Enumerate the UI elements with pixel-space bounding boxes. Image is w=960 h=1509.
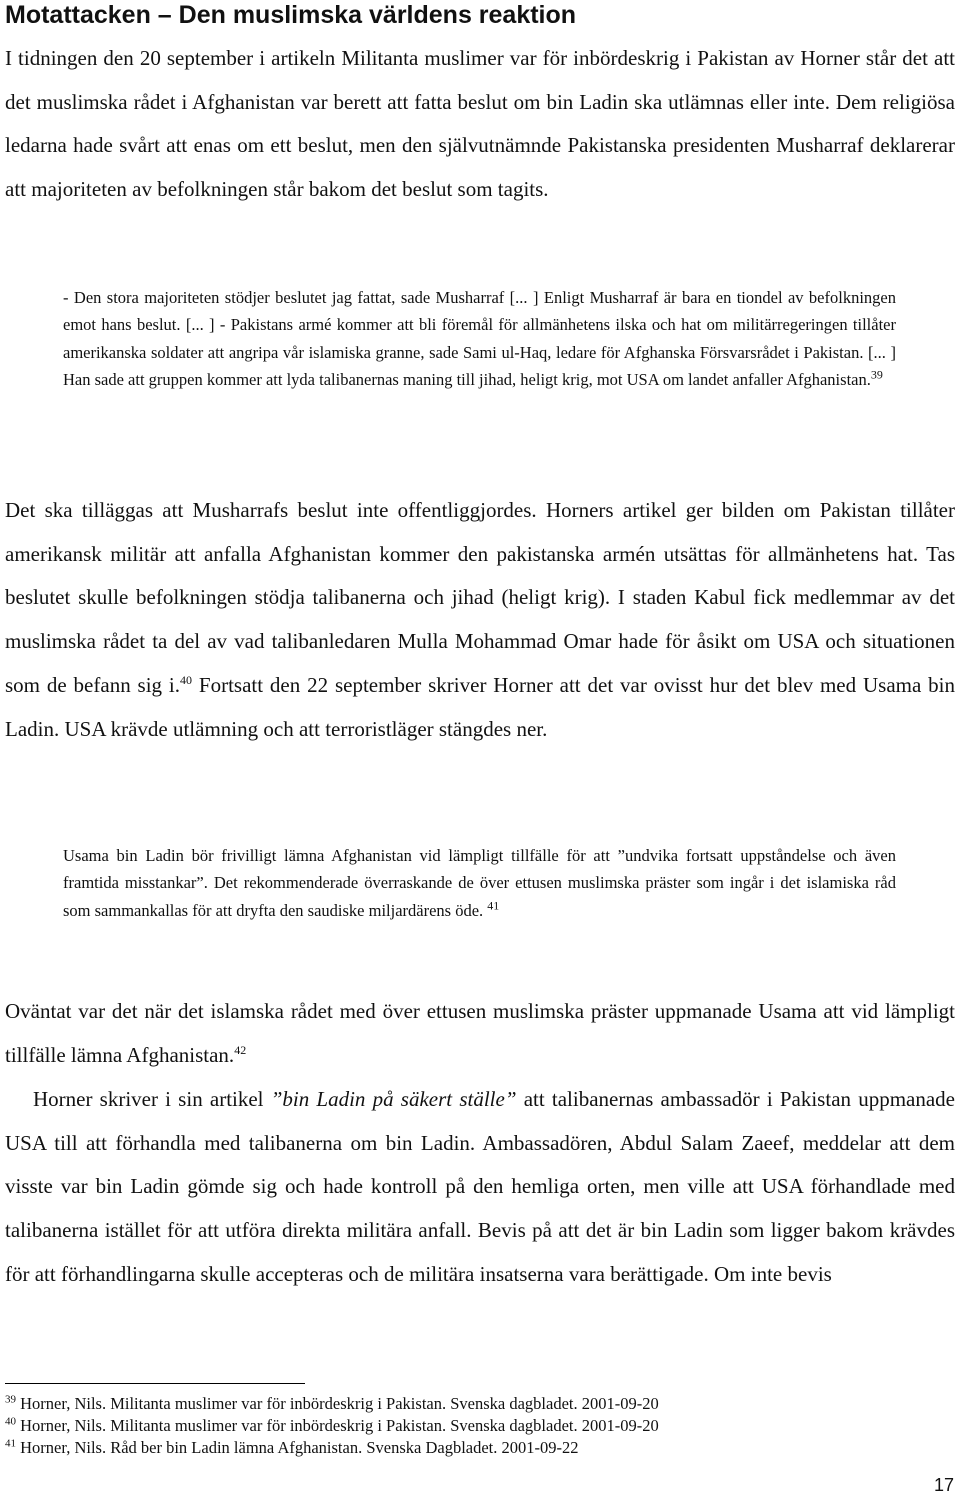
body-paragraph-4 <box>5 1078 955 1297</box>
paragraph-text-continued: Fortsatt den 22 september skriver Horner att det var ovisst hur det blev med Usama bin Ladin. USA krävde utlämning och att terroristläger stängdes ner. <box>5 672 956 741</box>
body-paragraph-3 <box>5 990 955 1077</box>
quote-text: - Den stora majoriteten stödjer beslutet jag fattat, sade Musharraf [... ] Enligt Musharraf är bara en tiondel av befolkningen emot hans beslut. [... ] - Pakistans armé kommer att bli föremål för allmänhetens ilska och hat om militärregeringen tillåter amerikanska soldater att angripa vår islamiska granne, sade Sami ul-Haq, ledare för Afghanska Försvarsrådet i Pakistan. [... ] Han sade att gruppen kommer att lyda talibanernas maning till jihad, heligt krig, mot USA om landet anfaller Afghanistan. <box>63 288 896 389</box>
footnote-number: 40 <box>5 1415 16 1428</box>
paragraph-text: Oväntat var det när det islamska rådet med över ettusen muslimska präster uppmanade Usama att vid lämpligt tillfälle lämna Afghanistan. <box>5 999 955 1067</box>
footnote-item <box>5 1437 945 1459</box>
footnote-ref[interactable]: 39 <box>870 367 883 382</box>
footnote-item <box>5 1415 945 1437</box>
footnote-divider <box>5 1383 305 1384</box>
footnote-item <box>5 1393 945 1415</box>
paragraph-text: Horner skriver i sin artikel <box>33 1087 264 1111</box>
footnote-number: 41 <box>5 1437 16 1450</box>
section-heading: Motattacken – Den muslimska världens reaktion <box>5 1 577 29</box>
footnotes <box>5 1393 945 1459</box>
body-paragraph-2 <box>5 489 955 751</box>
page-number: 17 <box>933 1475 954 1495</box>
footnote-text: Horner, Nils. Råd ber bin Ladin lämna Afghanistan. Svenska Dagbladet. 2001-09-22 <box>20 1438 579 1457</box>
block-quote-2 <box>63 842 896 924</box>
body-paragraph-1 <box>5 37 955 212</box>
footnote-ref[interactable]: 40 <box>180 672 193 687</box>
footnote-ref[interactable]: 41 <box>487 898 500 913</box>
paragraph-text: Det ska tilläggas att Musharrafs beslut inte offentliggjordes. Horners artikel ger bilden om Pakistan tillåter amerikansk militär att anfalla Afghanistan kommer den pakistanska armén utsättas för allmänhetens hat. Tas beslutet skulle befolkningen stödja talibanerna och jihad (heligt krig). I staden Kabul fick medlemmar av det muslimska rådet ta del av vad talibanledaren Mulla Mohammad Omar hade för åsikt om USA och situationen som de befann sig i. <box>5 498 955 697</box>
footnote-text: Horner, Nils. Militanta muslimer var för inbördeskrig i Pakistan. Svenska dagbladet. 2001-09-20 <box>20 1394 659 1413</box>
paragraph-text: I tidningen den 20 september i artikeln Militanta muslimer var för inbördeskrig i Pakistan av Horner står det att det muslimska rådet i Afghanistan var berett att fatta beslut om bin Ladin ska utlämnas eller inte. Dem religiösa ledarna hade svårt att enas om ett beslut, men den självutnämnde Pakistanska presidenten Musharraf deklarerar att majoriteten av befolkningen står bakom det beslut som tagits. <box>5 46 955 202</box>
footnote-text: Horner, Nils. Militanta muslimer var för inbördeskrig i Pakistan. Svenska dagbladet. 2001-09-20 <box>20 1416 659 1435</box>
footnote-ref[interactable]: 42 <box>234 1042 247 1057</box>
footnote-number: 39 <box>5 1393 16 1406</box>
block-quote-1 <box>63 284 896 393</box>
quote-text: Usama bin Ladin bör frivilligt lämna Afghanistan vid lämpligt tillfälle för att ”undvika fortsatt uppståndelse och även framtida misstankar”. Det rekommenderade överraskande de över ettusen muslimska präster som ingår i det islamiska råd som sammankallas för att dryfta den saudiske miljardärens öde. <box>63 846 896 920</box>
paragraph-text-continued: att talibanernas ambassadör i Pakistan uppmanade USA till att förhandla med talibanerna om bin Ladin. Ambassadören, Abdul Salam Zaeef, meddelar att dem visste var bin Ladin gömde sig och hade kontroll på den hemliga orten, men ville att USA förhandlade med talibanerna istället för att utföra direkta militära anfall. Bevis på att det är bin Ladin som ligger bakom krävdes för att förhandlingarna skulle accepteras och de militära insatserna vara berättigade. Om inte bevis <box>5 1087 955 1286</box>
article-title-italic: ”bin Ladin på säkert ställe” <box>270 1087 517 1111</box>
